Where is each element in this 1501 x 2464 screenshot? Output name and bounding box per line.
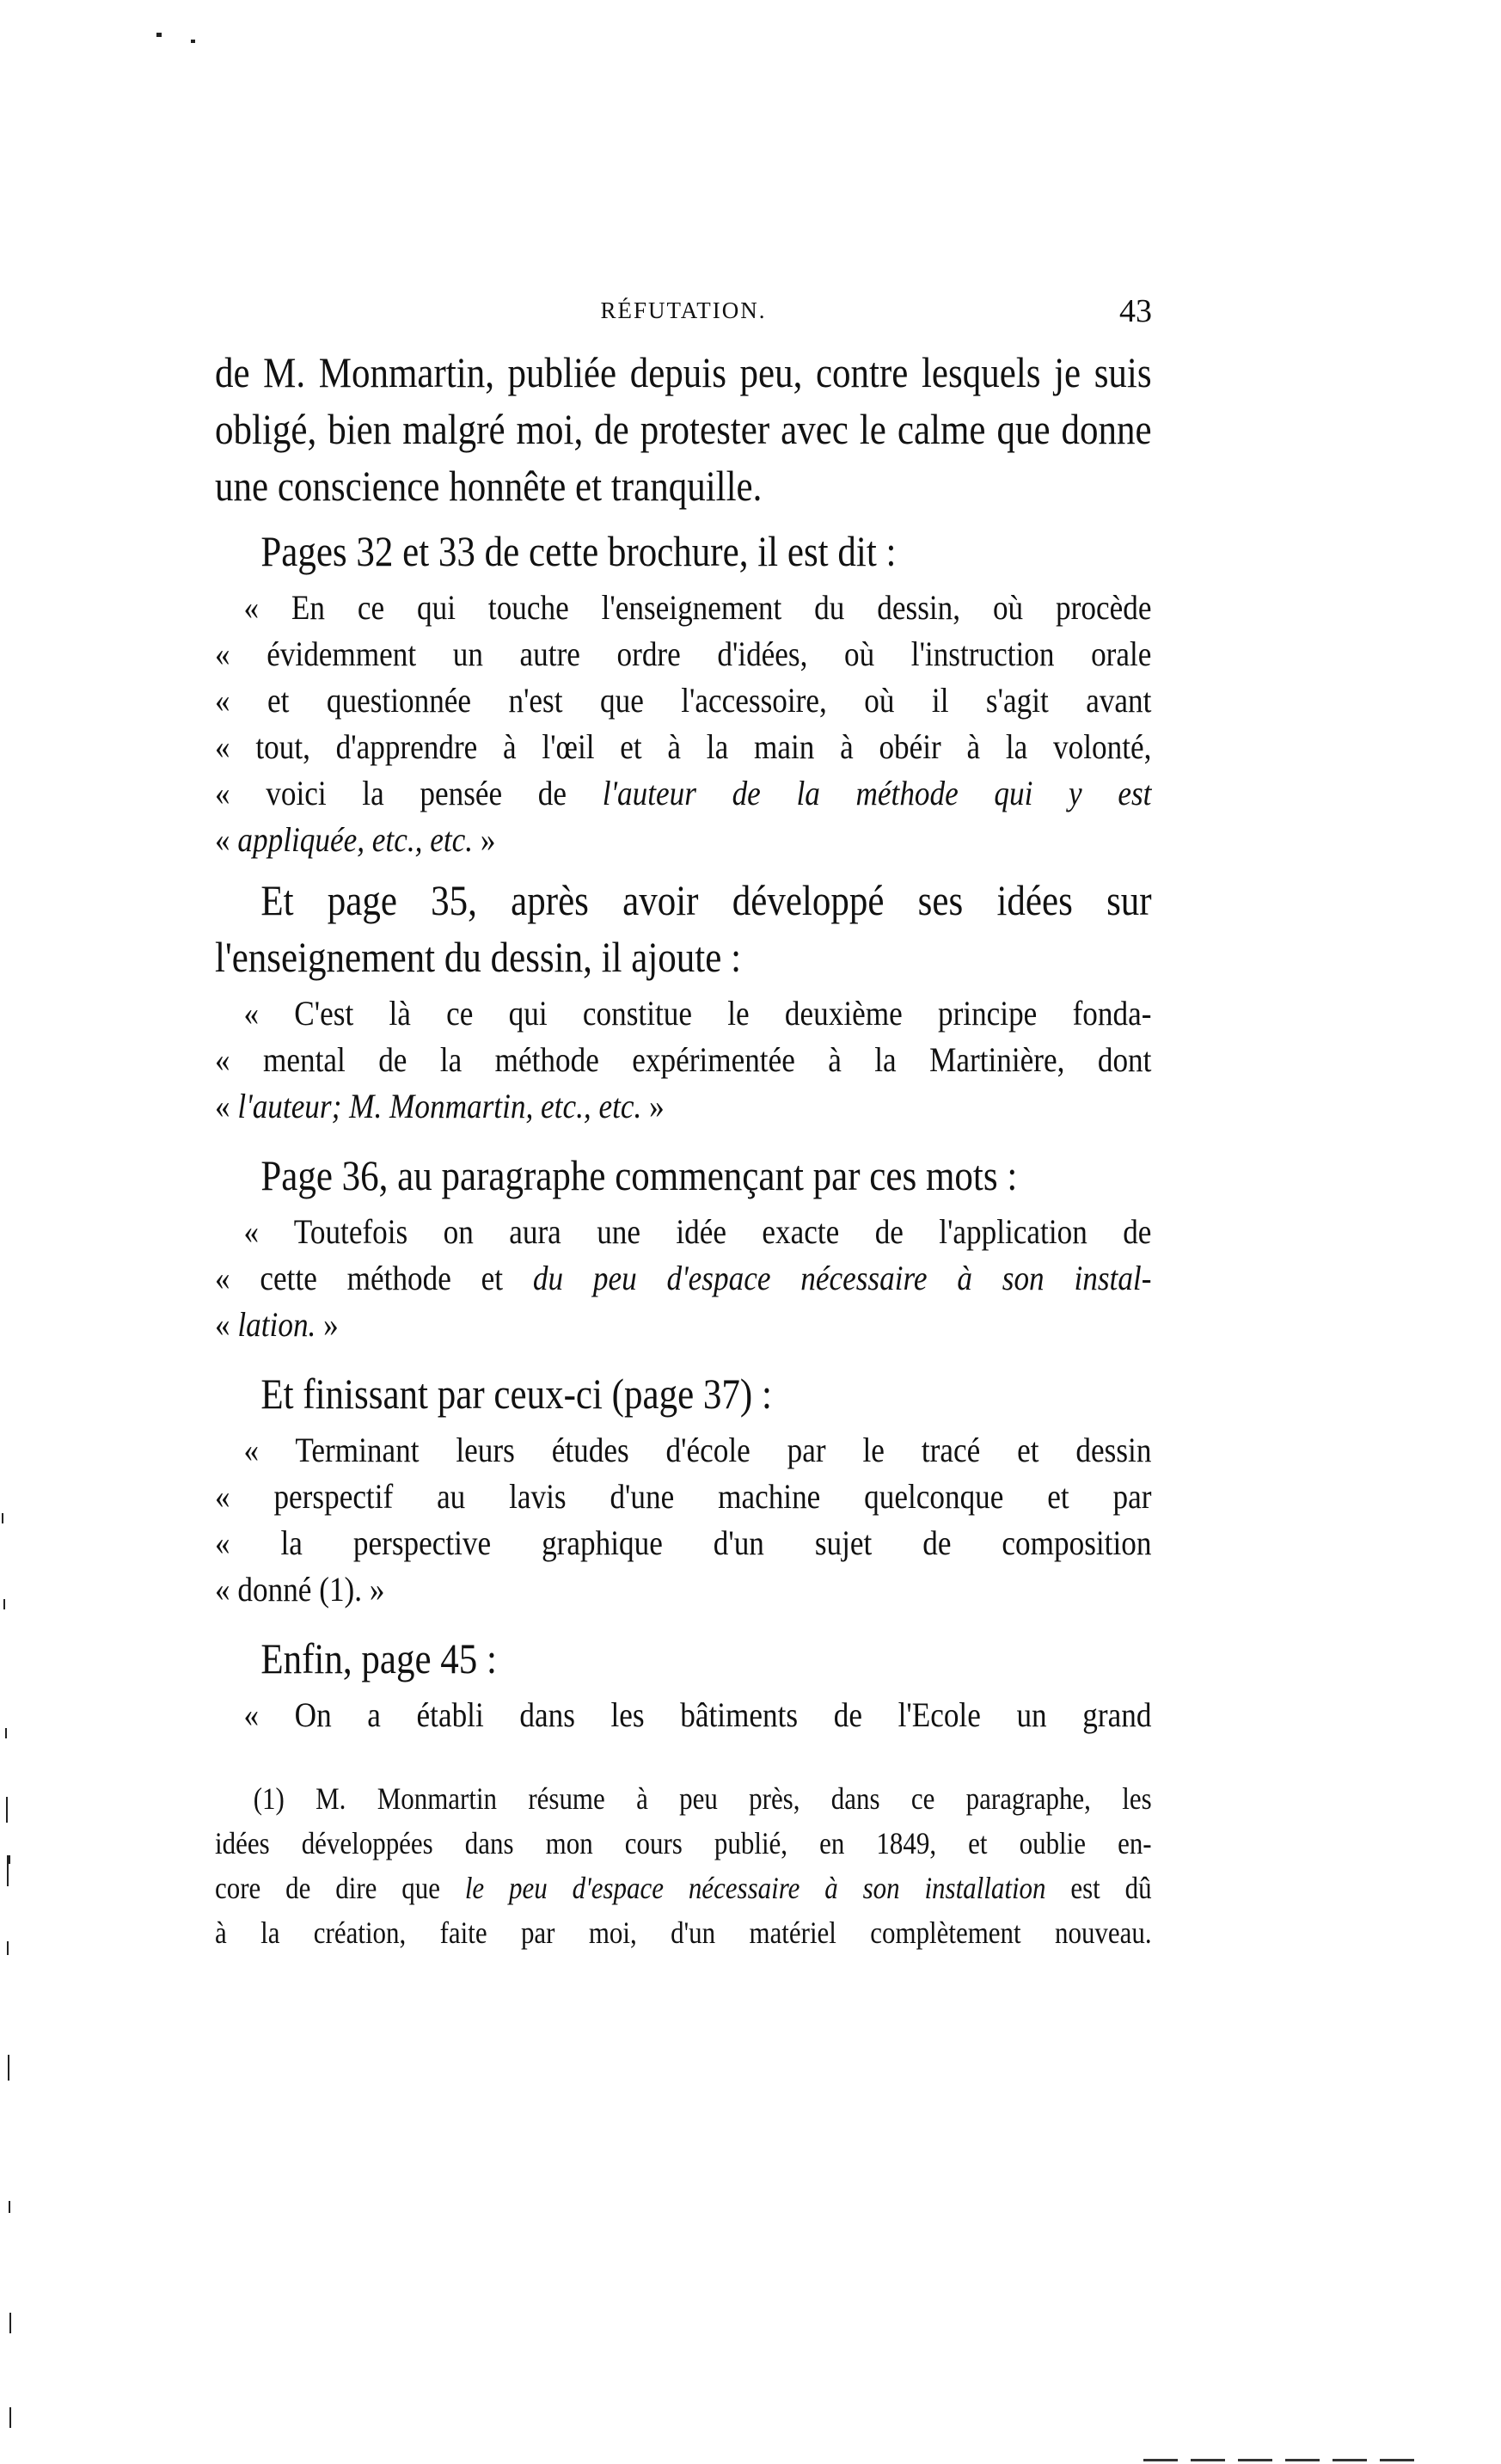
scan-margin-mark [9,2313,11,2333]
quote-text: » [473,820,496,859]
quote-line: « Terminant leurs études d'école par le tracé et dessin [243,1431,1152,1469]
quote-line: « En ce qui touche l'enseignement du dessin, où procède [243,588,1152,627]
paragraph-continuation: de M. Monmartin, publiée depuis peu, contre lesquels je suis obligé, bien malgré moi, de protester avec le calme que donne une conscience honnête et tranquille. [215,348,1152,510]
footnote [215,1776,1152,1955]
footnote-line: (1) M. Monmartin résume à peu près, dans ce paragraphe, les [253,1781,1152,1816]
quote-text: « voici la pensée de [215,774,603,812]
footnote-line: à la création, faite par moi, d'un matériel complètement nouveau. [215,1915,1152,1950]
scan-margin-mark [3,1599,5,1609]
quote-line: « évidemment un autre ordre d'idées, où l'instruction orale [215,634,1152,673]
page-number: 43 [1119,293,1152,329]
quote-italic: du peu d'espace nécessaire à son instal- [532,1259,1152,1297]
quote-line [215,1302,1151,1348]
quote-line: « Toutefois on aura une idée exacte de l'application de [243,1212,1152,1251]
running-head [215,292,1152,344]
quote-line: « C'est là ce qui constitue le deuxième principe fonda- [243,994,1152,1033]
quote-line: « et questionnée n'est que l'accessoire, où il s'agit avant [215,681,1152,720]
book-page [215,292,1152,1955]
quote-italic: l'auteur; M. Monmartin, etc., etc. [237,1087,642,1125]
scan-margin-mark [9,2201,10,2213]
quote-line: « perspectif au lavis d'une machine quelconque et par [215,1477,1152,1516]
scan-margin-mark [9,2407,11,2428]
quote-line [215,817,1151,863]
footnote-italic: le peu d'espace nécessaire à son installation [464,1871,1046,1905]
footnote-text: est dû [1045,1871,1152,1905]
quote-line [215,1255,1151,1302]
scan-bottom-edge [1143,2459,1418,2461]
quotation-2 [215,990,1151,1130]
quote-line: « la perspective graphique d'un sujet de composition [215,1523,1152,1562]
paragraph-page-37: Et finissant par ceux-ci (page 37) : [260,1370,772,1418]
quote-italic: lation. [237,1305,316,1344]
quote-text: » [316,1305,339,1344]
scan-margin-mark [8,2055,9,2081]
quote-italic: appliquée, etc., etc. [237,820,474,859]
footnote-line: idées développées dans mon cours publié, en 1849, et oublie en- [215,1826,1152,1860]
quotation-5 [215,1692,1151,1738]
quote-text: « [215,1087,238,1125]
paragraph-page-35: Et page 35, après avoir développé ses idées sur l'enseignement du dessin, il ajoute : [215,876,1152,981]
quote-line: « On a établi dans les bâtiments de l'Ecole un grand [243,1695,1152,1734]
quote-line [215,1083,1151,1130]
quote-line: « donné (1). » [215,1570,385,1609]
paragraph-page-36: Page 36, au paragraphe commençant par ces mots : [260,1151,1018,1199]
footnote-text: core de dire que [215,1871,465,1905]
quote-text: » [641,1087,665,1125]
paragraph-page-45: Enfin, page 45 : [260,1634,497,1683]
quote-line: « mental de la méthode expérimentée à la Martinière, dont [215,1040,1152,1079]
quotation-4 [215,1427,1151,1613]
quote-line [215,770,1151,817]
scan-margin-mark [7,1941,9,1955]
quote-text: « cette méthode et [215,1259,533,1297]
quote-text: « [215,820,238,859]
scan-margin-mark [5,1728,7,1738]
scan-margin-mark [9,1855,10,1864]
footnote-line [215,1866,1152,1910]
quotation-1 [215,585,1151,863]
scan-speck [191,40,195,43]
quote-text: « [215,1305,238,1344]
paragraph-pages-32-33: Pages 32 et 33 de cette brochure, il est dit : [260,527,897,575]
quotation-3 [215,1209,1151,1348]
running-title: RÉFUTATION. [600,297,767,323]
scan-margin-mark [2,1513,3,1523]
scan-speck [156,33,162,37]
scan-margin-mark [6,1797,8,1823]
quote-line: « tout, d'apprendre à l'œil et à la main à obéir à la volonté, [215,727,1152,766]
quote-italic: l'auteur de la méthode qui y est [602,774,1152,812]
